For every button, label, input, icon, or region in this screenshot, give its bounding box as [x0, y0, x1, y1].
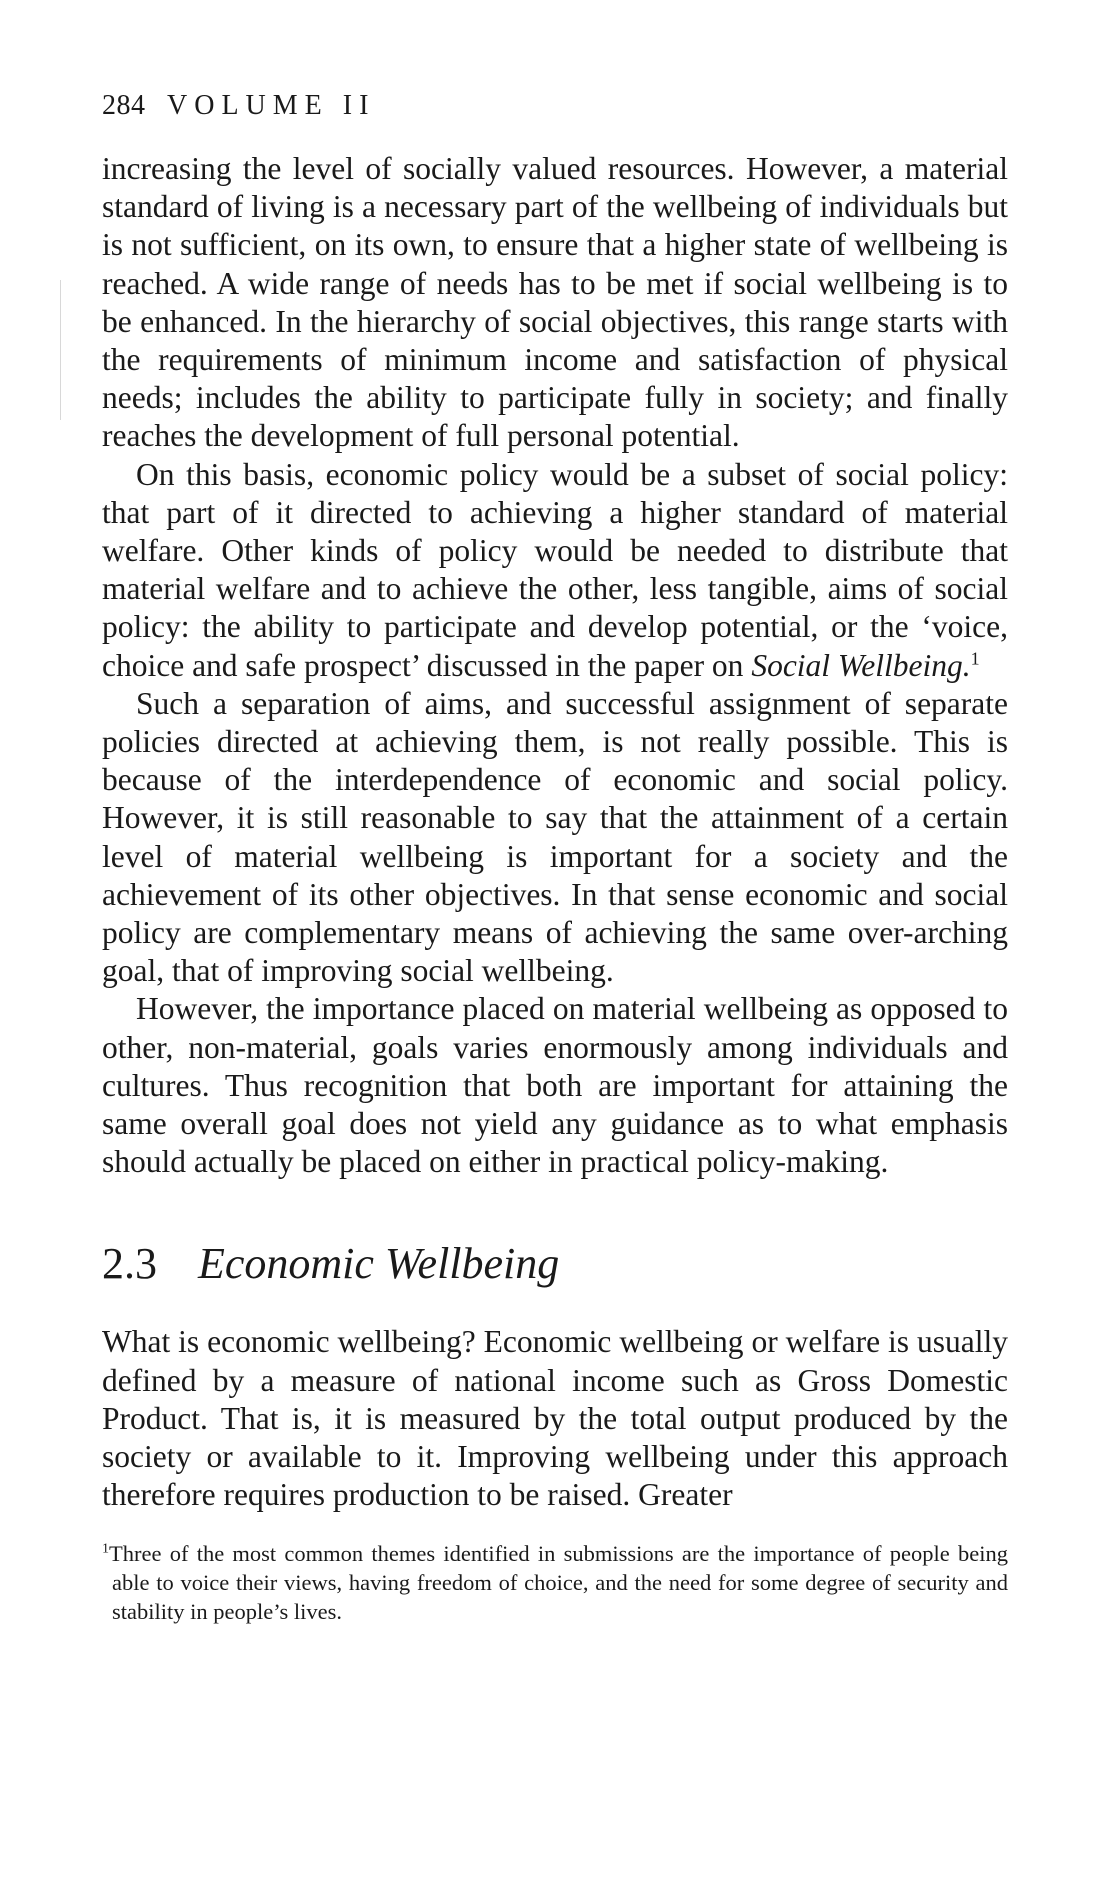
book-page — [102, 92, 1008, 1626]
paper-title-reference: Social Wellbeing. — [751, 647, 971, 683]
paragraph-5: What is economic wellbeing? Economic wellbeing or welfare is usually defined by a measure of national income such as Gross Domestic Product. That is, it is measured by the total output produced by the society or available to it. Improving wellbeing under this approach therefore requires production to be raised. Greater — [102, 1324, 1008, 1513]
margin-rule — [60, 280, 61, 420]
paragraph-1: increasing the level of socially valued resources. However, a material standard of living is a necessary part of the wellbeing of individuals but is not sufficient, on its own, to ensure that a higher state of wellbeing is reached. A wide range of needs has to be met if social wellbeing is to be enhanced. In the hierarchy of social objectives, this range starts with the requirements of minimum income and satisfaction of physical needs; includes the ability to participate fully in society; and finally reaches the development of full personal potential. — [102, 151, 1008, 454]
paragraph-2-text: On this basis, economic policy would be a subset of social policy: that part of it directed to achieving a higher standard of material welfare. Other kinds of policy would be needed to distribute that material welfare and to achieve the other, less tangible, aims of social policy: the ability to participate and develop potential, or the ‘voice, choice and safe prospect’ discussed in the paper on — [102, 456, 1008, 683]
footnote — [102, 1539, 1008, 1626]
paragraph-2 — [102, 456, 1008, 685]
section-number: 2.3 — [102, 1239, 157, 1289]
section-title: Economic Wellbeing — [198, 1239, 560, 1289]
body-text — [102, 150, 1008, 1626]
volume-label: VOLUME II — [167, 90, 376, 121]
footnote-reference: 1 — [970, 648, 980, 669]
footnote-text: Three of the most common themes identified in submissions are the importance of people being able to voice their views, having freedom of choice, and the need for some degree of security and stability in people’s lives. — [109, 1540, 1008, 1624]
paragraph-4: However, the importance placed on material wellbeing as opposed to other, non-material, goals varies enormously among individuals and cultures. Thus recognition that both are important for attaining the same overall goal does not yield any guidance as to what emphasis should actually be placed on either in practical policy-making. — [102, 991, 1008, 1180]
running-head — [102, 92, 1008, 120]
page-number: 284 — [102, 90, 146, 121]
section-heading — [102, 1239, 1008, 1289]
paragraph-3: Such a separation of aims, and successful assignment of separate policies directed at achieving them, is not really possible. This is because of the interdependence of economic and social policy. However, it is still reasonable to say that the attainment of a certain level of material wellbeing is important for a society and the achievement of its other objectives. In that sense economic and social policy are complementary means of achieving the same over-arching goal, that of improving social wellbeing. — [102, 685, 1008, 989]
footnote-mark: 1 — [102, 1541, 109, 1556]
